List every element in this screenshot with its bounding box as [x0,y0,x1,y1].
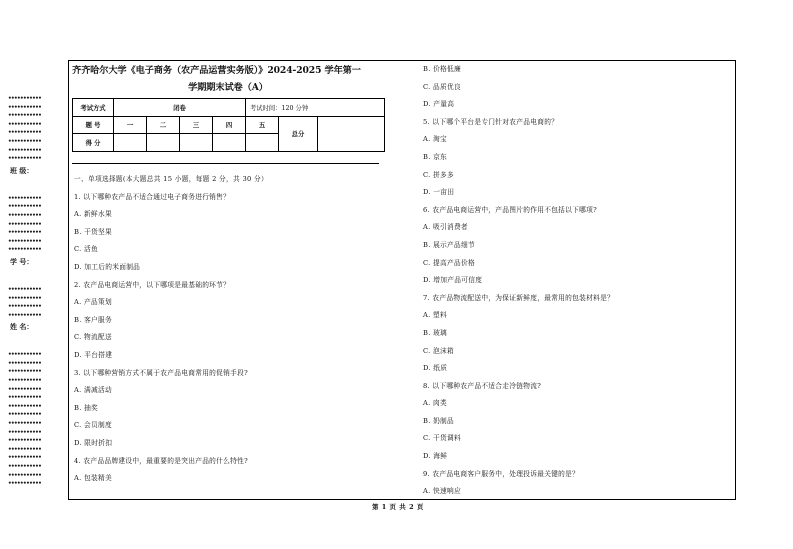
answer-option: B. 展示产品细节 [423,240,475,249]
answer-option: C. 提高产品价格 [423,258,475,267]
total-label: 总分 [279,116,318,151]
question-stem: 5. 以下哪个平台是专门针对农产品电商的？ [423,117,559,126]
answer-option: B. 玻璃 [423,328,448,337]
answer-option: C. 活鱼 [74,245,99,254]
binding-dot-line: ••••••••••• [8,237,42,245]
binding-dot-line: ••••••••••• [8,463,42,470]
divider-line [72,163,379,164]
binding-dot-line: ••••••••••• [8,229,42,237]
score-cell-5 [246,134,279,152]
answer-option: C. 品质优良 [423,82,461,91]
binding-dot-line: ••••••••••• [8,146,42,154]
answer-option: D. 一亩田 [423,188,455,197]
score-cell-1 [114,134,147,152]
binding-field-label: 姓 名： [10,322,34,332]
score-cell-4 [213,134,246,152]
binding-dot-line: ••••••••••• [8,428,42,436]
question-stem: 7. 农产品物流配送中，为保证新鲜度，最常用的包装材料是？ [423,293,615,302]
answer-option: B. 价格低廉 [423,65,462,73]
binding-field-label: 学 号： [10,256,34,266]
binding-dot-line: ••••••••••• [8,359,42,367]
binding-dot-line: ••••••••••• [8,129,42,137]
exam-title [72,61,384,96]
question-stem: 3. 以下哪种营销方式不属于农产品电商常用的促销手段? [74,368,249,377]
left-column [72,61,384,483]
question-stem: 9. 农产品电商客户服务中，处理投诉最关键的是？ [423,469,580,478]
binding-dot-line: ••••••••••• [8,285,42,293]
answer-option: D. 海鲜 [423,452,448,461]
binding-dot-line: ••••••••••• [8,480,42,488]
answer-option: B. 抽奖 [74,403,99,412]
binding-dot-line: ••••••••••• [8,394,42,402]
exam-mode-label: 考试方式 [73,99,114,117]
answer-option: A. 快速响应 [423,487,461,496]
exam-title-line1: 齐齐哈尔大学《电子商务（农产品运营实务版）》2024-2025 学年第一 [72,65,361,76]
binding-dot-line: ••••••••••• [8,137,42,145]
answer-option: A. 吸引消费者 [423,223,468,232]
answer-option: D. 加工后的米面制品 [74,262,141,271]
section-2: 二 [147,116,180,134]
exam-mode-value: 闭卷 [114,99,246,117]
binding-dot-line: ••••••••••• [8,203,42,211]
answer-option: C. 干货调料 [423,434,461,443]
binding-dot-line: ••••••••••• [8,220,42,228]
answer-option: C. 拼多多 [423,170,454,179]
binding-dot-line: ••••••••••• [8,437,42,445]
binding-dot-line: ••••••••••• [8,103,42,111]
answer-option: D. 产量高 [423,100,455,109]
section-4: 四 [213,116,246,134]
binding-dot-line: ••••••••••• [8,351,42,359]
binding-dot-line: ••••••••••• [8,445,42,453]
exam-page-frame [68,60,736,500]
page-number: 第 1 页 共 2 页 [372,503,424,511]
answer-option: A. 淘宝 [423,135,447,144]
binding-dot-line: ••••••••••• [8,454,42,462]
score-label: 得 分 [73,134,114,152]
binding-dot-line: ••••••••••• [8,402,42,410]
question-no-label: 题 号 [73,116,114,134]
answer-option: B. 干货坚果 [74,227,113,236]
answer-option: D. 限时折扣 [74,438,113,447]
binding-dot-line: ••••••••••• [8,303,42,311]
answer-option: A. 满减活动 [74,386,112,395]
binding-dot-line: ••••••••••• [8,112,42,120]
answer-option: A. 肉类 [423,399,447,408]
score-table [72,98,385,152]
question-stem: 4. 农产品品牌建设中，最重要的是突出产品的什么特性? [74,456,249,465]
answer-option: A. 塑料 [423,311,447,320]
left-question-list [74,171,384,488]
answer-option: D. 平台搭建 [74,350,113,359]
answer-option: C. 会员制度 [74,421,112,430]
binding-dot-line: ••••••••••• [8,471,42,479]
binding-dot-line: ••••••••••• [8,368,42,376]
answer-option: D. 增加产品可信度 [423,276,483,285]
question-stem: 8. 以下哪种农产品不适合走冷链物流? [423,381,542,390]
answer-option: A. 产品策划 [74,298,112,307]
section-1: 一 [114,116,147,134]
binding-dot-line: ••••••••••• [8,411,42,419]
question-stem: 一、单项选择题(本大题总共 15 小题，每题 2 分，共 30 分） [74,175,268,183]
binding-dot-line: ••••••••••• [8,385,42,393]
answer-option: A. 包装精美 [74,474,112,483]
exam-time: 考试时间：120 分钟 [246,99,385,117]
answer-option: C. 泡沫箱 [423,346,454,355]
binding-margin [8,95,60,489]
binding-dot-line: ••••••••••• [8,194,42,202]
binding-dot-line: ••••••••••• [8,311,42,319]
section-3: 三 [180,116,213,134]
answer-option: B. 京东 [423,152,448,161]
score-cell-3 [180,134,213,152]
total-score-cell [318,116,385,151]
binding-dot-line: ••••••••••• [8,377,42,385]
section-5: 五 [246,116,279,134]
question-stem: 6. 农产品电商运营中，产品图片的作用不包括以下哪项? [423,205,598,214]
answer-option: A. 新鲜水果 [74,210,112,219]
right-question-list [423,61,733,501]
binding-dot-line: ••••••••••• [8,420,42,428]
binding-dot-line: ••••••••••• [8,155,42,163]
binding-field-label: 班 级： [10,165,34,175]
answer-option: B. 奶制品 [423,416,455,425]
question-stem: 2. 农产品电商运营中，以下哪项是最基础的环节？ [74,280,231,289]
binding-dot-line: ••••••••••• [8,120,42,128]
binding-dot-line: ••••••••••• [8,294,42,302]
score-cell-2 [147,134,180,152]
binding-dot-line: ••••••••••• [8,95,42,102]
question-stem: 1. 以下哪种农产品不适合通过电子商务进行销售？ [74,192,231,201]
binding-dot-line: ••••••••••• [8,211,42,219]
answer-option: D. 纸质 [423,364,448,373]
answer-option: B. 客户服务 [74,315,113,324]
binding-dot-line: ••••••••••• [8,246,42,254]
answer-option: C. 物流配送 [74,333,112,342]
exam-title-line2: 学期期末试卷（A） [188,82,268,93]
